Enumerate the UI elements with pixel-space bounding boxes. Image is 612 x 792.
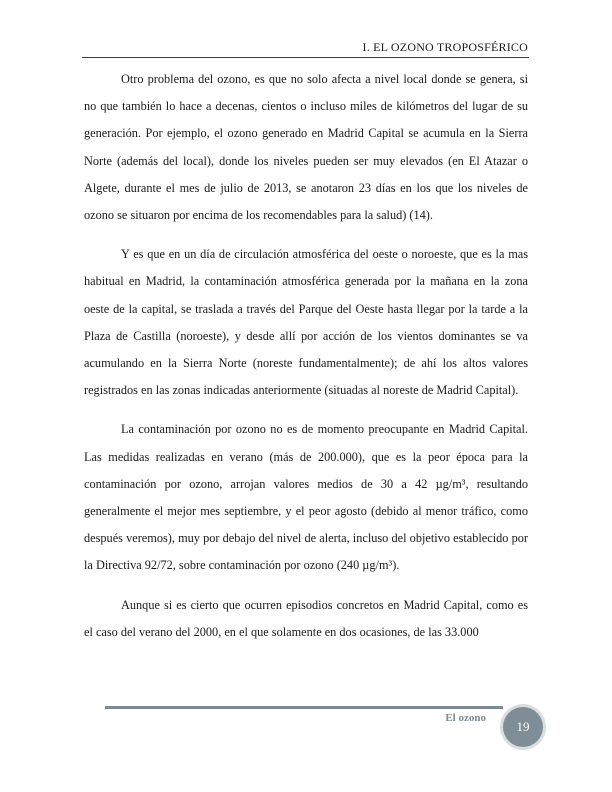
footer-divider (105, 706, 503, 709)
header-divider (82, 57, 529, 58)
paragraph-1: Otro problema del ozono, es que no solo afecta a nivel local donde se genera, si no que también lo hace a decenas, cientos o incluso miles de kilómetros del lugar de su generación. Por ejemplo, el ozono generado en Madrid Capital se acumula en la Sierra Norte (además del local), donde los niveles pueden ser muy elevados (en El Atazar o Algete, durante el mes de julio de 2013, se anotaron 23 días en los que los niveles de ozono se situaron por encima de los recomendables para la salud) (14). (84, 72, 528, 223)
paragraph-3: La contaminación por ozono no es de momento preocupante en Madrid Capital. Las medidas realizadas en verano (más de 200.000), que es la peor época para la contaminación por ozono, arrojan valores medios de 30 a 42 µg/m³, resultando generalmente el mejor mes septiembre, y el peor agosto (debido al menor tráfico, como después veremos), muy por debajo del nivel de alerta, incluso del objetivo establecido por la Directiva 92/72, sobre contaminación por ozono (240 µg/m³). (84, 422, 528, 573)
running-header: I. EL OZONO TROPOSFÉRICO (362, 40, 528, 54)
footer-section-label: El ozono (445, 712, 486, 724)
paragraph-4: Aunque si es cierto que ocurren episodios concretos en Madrid Capital, como es el caso del verano del 2000, en el que solamente en dos ocasiones, de las 33.000 (84, 597, 528, 639)
page-number: 19 (503, 707, 543, 747)
document-body (84, 66, 528, 646)
paragraph-2: Y es que en un día de circulación atmosférica del oeste o noroeste, que es la mas habitual en Madrid, la contaminación atmosférica generada por la mañana en la zona oeste de la capital, se traslada a través del Parque del Oeste hasta llegar por la tarde a la Plaza de Castilla (noroeste), y desde allí por acción de los vientos dominantes se va acumulando en la Sierra Norte (noreste fundamentalmente); de ahí los altos valores registrados en las zonas indicadas anteriormente (situadas al noreste de Madrid Capital). (84, 247, 528, 398)
